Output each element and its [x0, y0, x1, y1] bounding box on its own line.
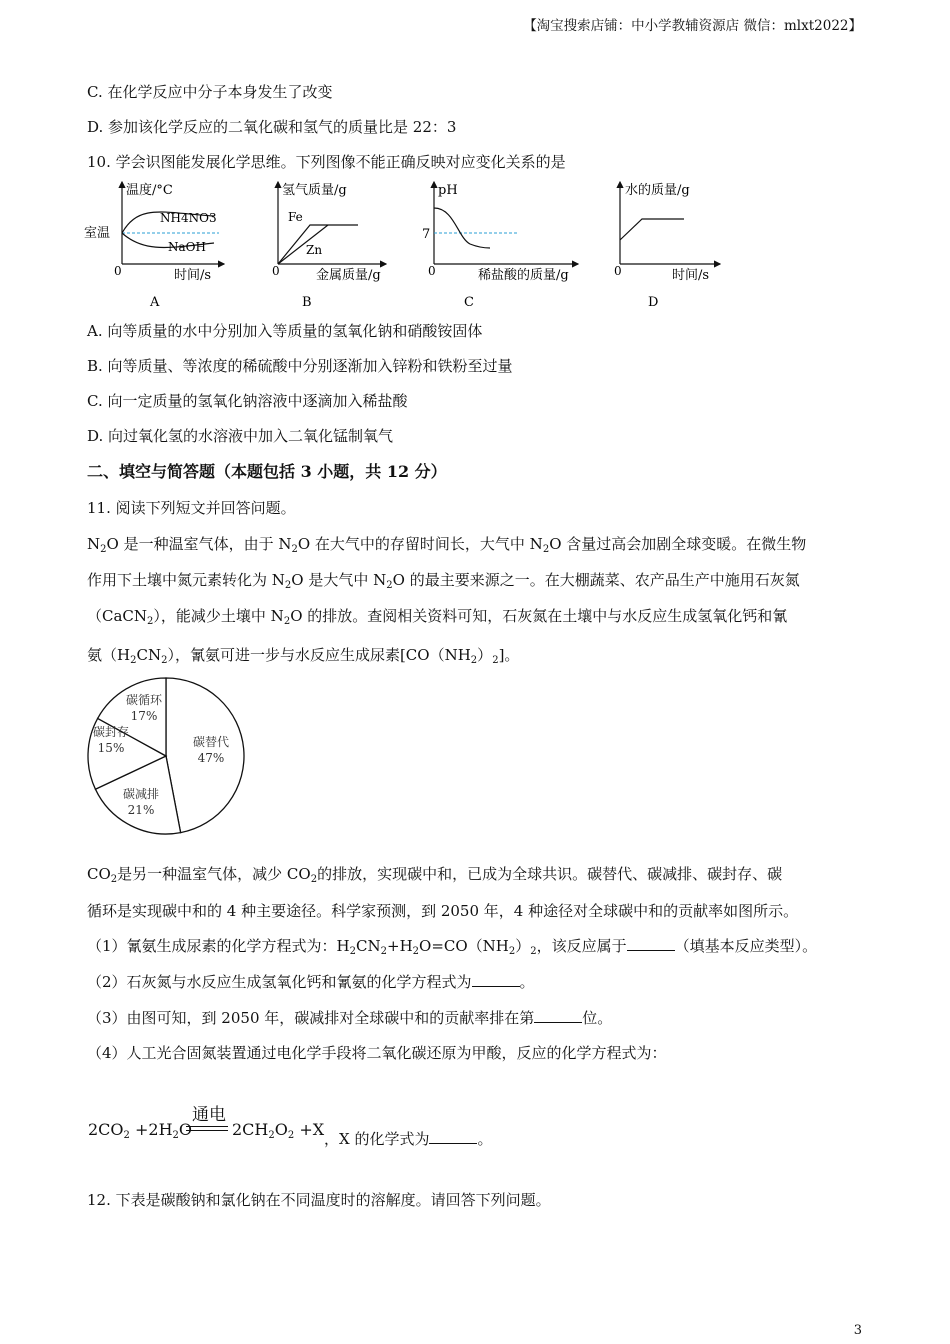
q11-para2-line1: $CO_2$是另一种温室气体，减少 $CO_2$的排放，实现碳中和，已成为全球共识。碳替代、碳减排、碳封存、碳: [87, 865, 783, 885]
graph-d-ylabel: 水的质量/g: [625, 183, 690, 198]
graph-b-caption: B: [302, 295, 312, 310]
q10-option-b: B. 向等质量、等浓度的稀硫酸中分别逐渐加入锌粉和铁粉至过量: [87, 357, 513, 375]
graph-c: [418, 178, 588, 310]
answer-blank-4[interactable]: [429, 1129, 477, 1144]
q11-sub1: （1）氰氨生成尿素的化学方程式为：$H_2CN_2+H_2O=CO(NH_2)_2$，该反应属于 （填基本反应类型）。: [87, 937, 818, 957]
page-number: 3: [853, 1323, 862, 1338]
answer-blank-3[interactable]: [534, 1008, 582, 1023]
q10-option-d: D. 向过氧化氢的水溶液中加入二氧化锰制氧气: [87, 427, 394, 445]
graph-b-curve1: Fe: [288, 210, 303, 224]
graph-b-origin: 0: [272, 264, 280, 278]
answer-blank-1[interactable]: [627, 936, 675, 951]
graph-d-origin: 0: [614, 264, 622, 278]
graph-b-ylabel: 氢气质量/g: [282, 183, 347, 198]
graph-c-ytick: 7: [422, 227, 431, 242]
q12-stem: 12. 下表是碳酸钠和氯化钠在不同温度时的溶解度。请回答下列问题。: [87, 1191, 551, 1209]
graph-d: [608, 178, 728, 310]
q11-sub4: （4）人工光合固氮装置通过电化学手段将二氧化碳还原为甲酸，反应的化学方程式为：: [87, 1044, 667, 1062]
pie-label: 碳循环: [125, 693, 163, 707]
page-header: 【淘宝搜索店铺：中小学教辅资源店 微信：mlxt2022】: [523, 18, 862, 34]
pie-value-label: 21%: [127, 803, 155, 817]
pie-chart: [84, 674, 254, 840]
q11-para1-line3: （CaCN$_2$），能减少土壤中 $N_2O$ 的排放。查阅相关资料可知，石灰氮在土壤中与水反应生成氢氧化钙和氰: [87, 607, 788, 627]
q10-option-c: C. 向一定质量的氢氧化钠溶液中逐滴加入稀盐酸: [87, 392, 408, 410]
graph-a-ylabel: 温度/°C: [126, 183, 173, 198]
graph-b-curve2: Zn: [306, 243, 323, 257]
graph-a: [84, 178, 234, 310]
q11-stem: 11. 阅读下列短文并回答问题。: [87, 499, 296, 517]
graph-a-origin: 0: [114, 264, 122, 278]
pie-value-label: 17%: [130, 709, 158, 723]
pie-label: 碳替代: [192, 735, 230, 749]
graph-b-xlabel: 金属质量/g: [316, 268, 381, 283]
pie-value-label: 47%: [197, 751, 225, 765]
q10-stem: 10. 学会识图能发展化学思维。下列图像不能正确反映对应变化关系的是: [87, 153, 566, 171]
pie-value-label: 15%: [97, 741, 125, 755]
q9-option-d: D. 参加该化学反应的二氧化碳和氢气的质量比是 22：3: [87, 118, 457, 136]
answer-blank-2[interactable]: [472, 972, 520, 987]
graph-c-xlabel: 稀盐酸的质量/g: [478, 268, 569, 283]
graph-c-origin: 0: [428, 264, 436, 278]
q9-option-c: C. 在化学反应中分子本身发生了改变: [87, 83, 333, 101]
q11-para1-line2: 作用下土壤中氮元素转化为 $N_2O$ 是大气中 $N_2O$ 的最主要来源之一。在大棚蔬菜、农产品生产中施用石灰氮: [87, 571, 800, 591]
q11-sub2: （2）石灰氮与水反应生成氢氧化钙和氰氨的化学方程式为 。: [87, 973, 535, 991]
graph-c-ylabel: pH: [438, 183, 458, 198]
q11-sub3: （3）由图可知，到 2050 年，碳减排对全球碳中和的贡献率排在第 位。: [87, 1009, 613, 1027]
q11-para1-line1: $N_2O$ 是一种温室气体，由于 $N_2O$ 在大气中的存留时间长，大气中 $N_2O$ 含量过高会加剧全球变暖。在微生物: [87, 535, 807, 555]
q10-option-a: A. 向等质量的水中分别加入等质量的氢氧化钠和硝酸铵固体: [87, 322, 483, 340]
graph-d-xlabel: 时间/s: [672, 268, 710, 283]
graph-a-caption: A: [150, 295, 160, 310]
equation-condition: 通电: [192, 1105, 226, 1125]
section-2-title: 二、填空与简答题（本题包括 3 小题，共 12 分）: [87, 462, 447, 481]
graph-d-caption: D: [648, 295, 659, 310]
graph-a-curve1: NH4NO3: [160, 211, 217, 225]
graph-a-xlabel: 时间/s: [174, 268, 212, 283]
graph-b: [268, 178, 398, 310]
equation: 通电 $2CO_2 +2H_2O$ $2CH_2O_2 +X$ ，X 的化学式为 。: [88, 1098, 688, 1158]
graph-a-curve2: NaOH: [168, 240, 206, 254]
pie-label: 碳减排: [122, 787, 160, 801]
q11-para2-line2: 循环是实现碳中和的 4 种主要途径。科学家预测，到 2050 年，4 种途径对全球碳中和的贡献率如图所示。: [87, 902, 799, 920]
pie-label: 碳封存: [92, 725, 130, 739]
q11-para1-line4: 氨$(H_2CN_2)$，氰氨可进一步与水反应生成尿素$[CO(NH_2)_2]$。: [87, 646, 520, 666]
graph-a-ytick: 室温: [84, 226, 111, 241]
graph-c-caption: C: [464, 295, 474, 310]
